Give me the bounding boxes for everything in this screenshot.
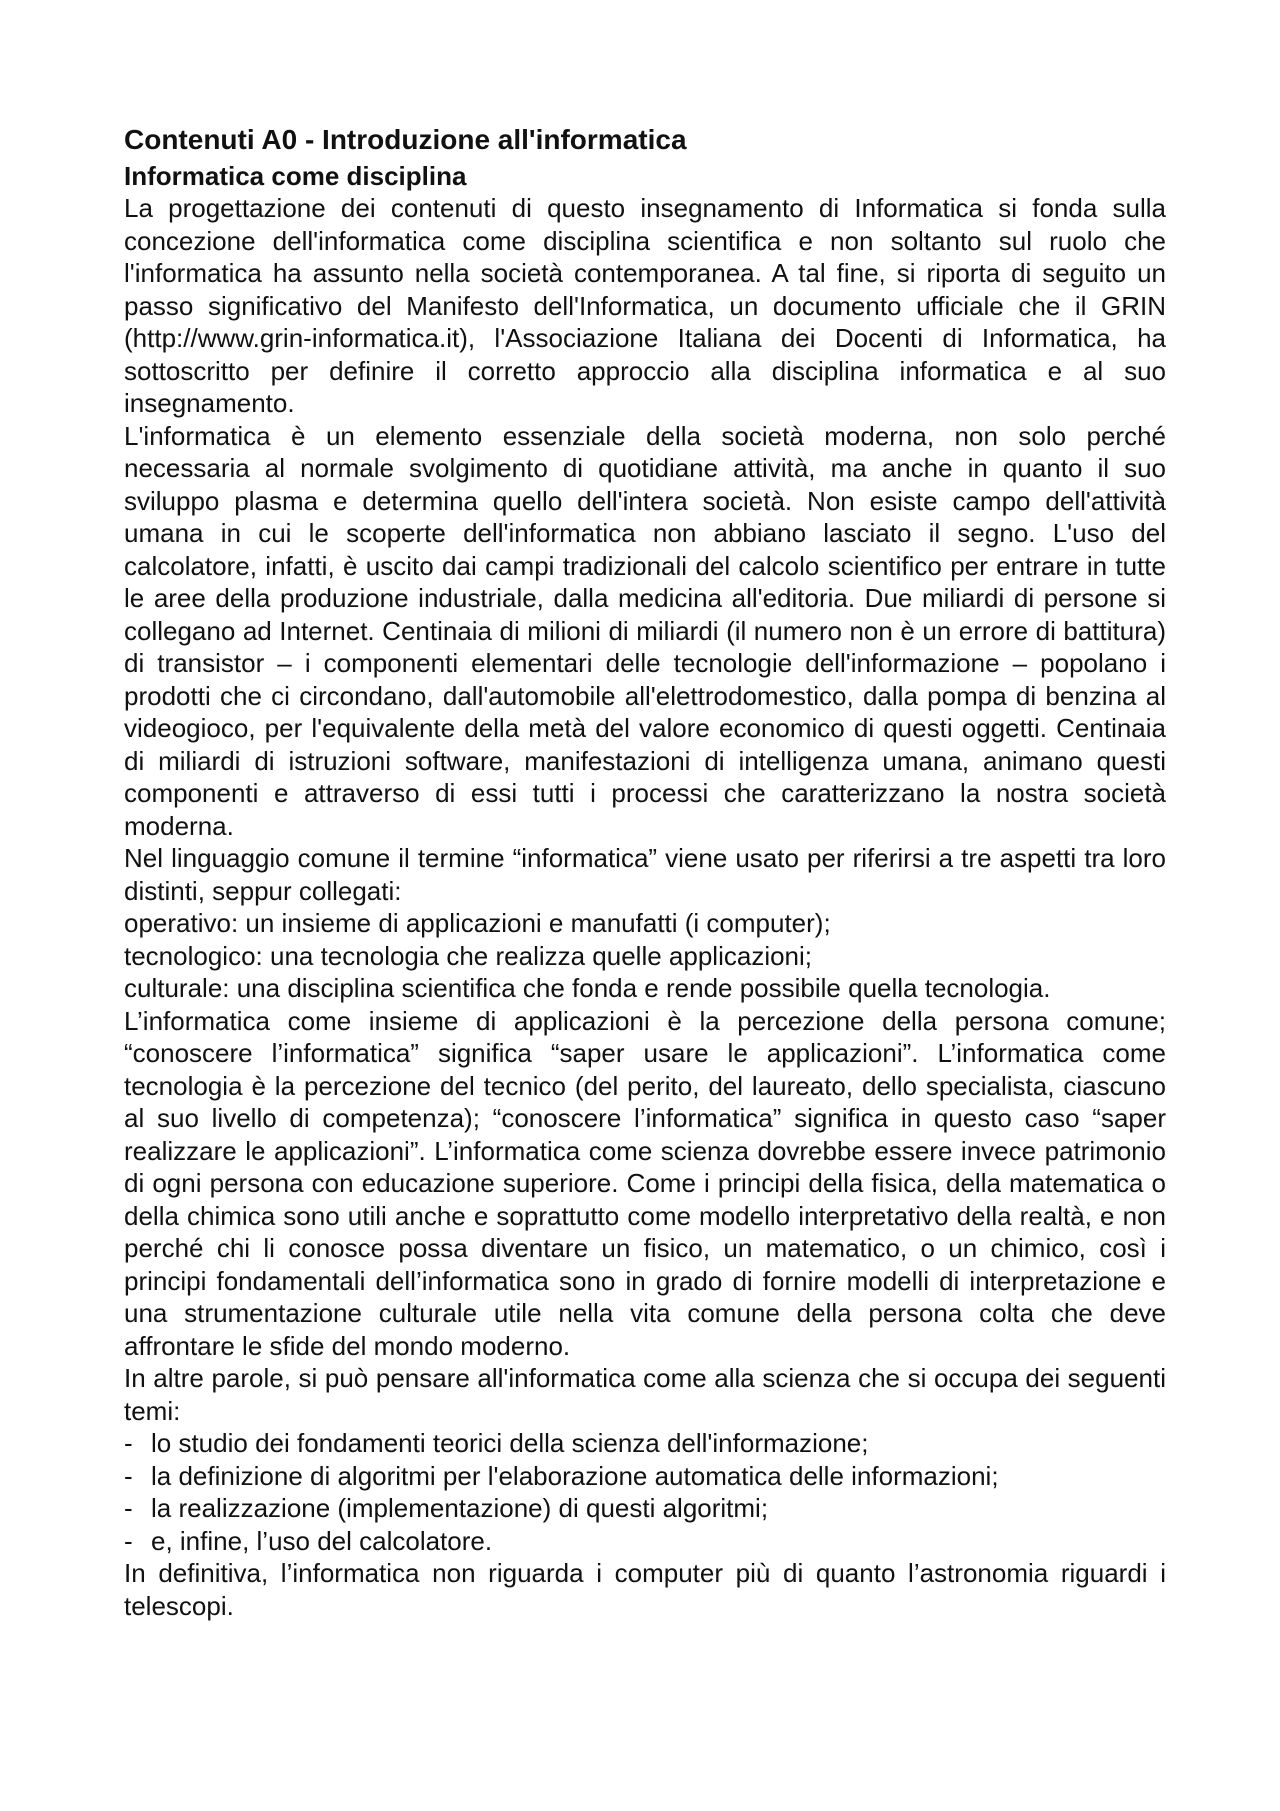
bullet-marker: - [124,1493,133,1523]
bullet-marker: - [124,1525,133,1556]
paragraph-manifesto: L'informatica è un elemento essenziale della società moderna, non solo perché necessaria al normale svolgimento di quotidiane attività, ma anche in quanto il suo sviluppo plasma e determina quello dell'intera società. Non esiste campo dell'attività umana in cui le scoperte dell'informatica non abbiano lasciato il segno. L'uso del calcolatore, infatti, è uscito dai campi tradizionali del calcolo scientifico per entrare in tutte le aree della produzione industriale, dalla medicina all'editoria. Due miliardi di persone si collegano ad Internet. Centinaia di milioni di miliardi (il numero non è un errore di battitura) di transistor – i componenti elementari delle tecnologie dell'informazione – popolano i prodotti che ci circondano, dall'automobile all'elettrodomestico, dalla pompa di benzina al videogioco, per l'equivalente della metà del valore economico di questi oggetti. Centinaia di miliardi di istruzioni software, manifestazioni di intelligenza umana, animano questi componenti e attraverso di essi tutti i processi che caratterizzano la nostra società moderna. [124,420,1166,841]
list-item [124,1427,1166,1460]
bullet-marker: - [124,1428,133,1458]
section-title: Informatica come disciplina [124,161,467,191]
list-item-text: la definizione di algoritmi per l'elaborazione automatica delle informazioni; [151,1460,999,1491]
list-item-text: e, infine, l’uso del calcolatore. [151,1525,493,1556]
aspect-item: culturale: una disciplina scientifica che fonda e rende possibile quella tecnologia. [124,973,1051,1003]
list-item [124,1492,1166,1525]
bullet-marker: - [124,1460,133,1491]
paragraph-aspects-intro: Nel linguaggio comune il termine “informatica” viene usato per riferirsi a tre aspetti tra loro distinti, seppur collegati: [124,843,1166,906]
paragraph-topics-intro: In altre parole, si può pensare all'informatica come alla scienza che si occupa dei seguenti temi: [124,1363,1166,1426]
list-item [124,1460,1166,1493]
list-item-text: lo studio dei fondamenti teorici della scienza dell'informazione; [151,1428,869,1458]
list-item-text: la realizzazione (implementazione) di questi algoritmi; [151,1493,769,1523]
document-page [124,120,1166,1622]
topic-list [124,1427,1166,1557]
paragraph-conclusion: In definitiva, l’informatica non riguarda i computer più di quanto l’astronomia riguardi i telescopi. [124,1558,1166,1621]
paragraph-intro: La progettazione dei contenuti di questo insegnamento di Informatica si fonda sulla concezione dell'informatica come disciplina scientifica e non soltanto sul ruolo che l'informatica ha assunto nella società contemporanea. A tal fine, si riporta di seguito un passo significativo del Manifesto dell'Informatica, un documento ufficiale che il GRIN (http://www.grin-informatica.it), l'Associazione Italiana dei Docenti di Informatica, ha sottoscritto per definire il corretto approccio alla disciplina informatica e al suo insegnamento. [124,193,1166,418]
paragraph-perceptions: L’informatica come insieme di applicazioni è la percezione della persona comune; “conoscere l’informatica” significa “saper usare le applicazioni”. L’informatica come tecnologia è la percezione del tecnico (del perito, del laureato, dello specialista, ciascuno al suo livello di competenza); “conoscere l’informatica” significa in questo caso “saper realizzare le applicazioni”. L’informatica come scienza dovrebbe essere invece patrimonio di ogni persona con educazione superiore. Come i principi della fisica, della matematica o della chimica sono utili anche e soprattutto come modello interpretativo della realtà, e non perché chi li conosce possa diventare un fisico, un matematico, o un chimico, così i principi fondamentali dell’informatica sono in grado di fornire modelli di interpretazione e una strumentazione culturale utile nella vita comune della persona colta che deve affrontare le sfide del mondo moderno. [124,1005,1166,1361]
list-item [124,1525,1166,1558]
document-title: Contenuti A0 - Introduzione all'informatica [124,124,687,155]
aspect-item: tecnologico: una tecnologia che realizza quelle applicazioni; [124,940,813,971]
aspect-item: operativo: un insieme di applicazioni e manufatti (i computer); [124,908,831,938]
